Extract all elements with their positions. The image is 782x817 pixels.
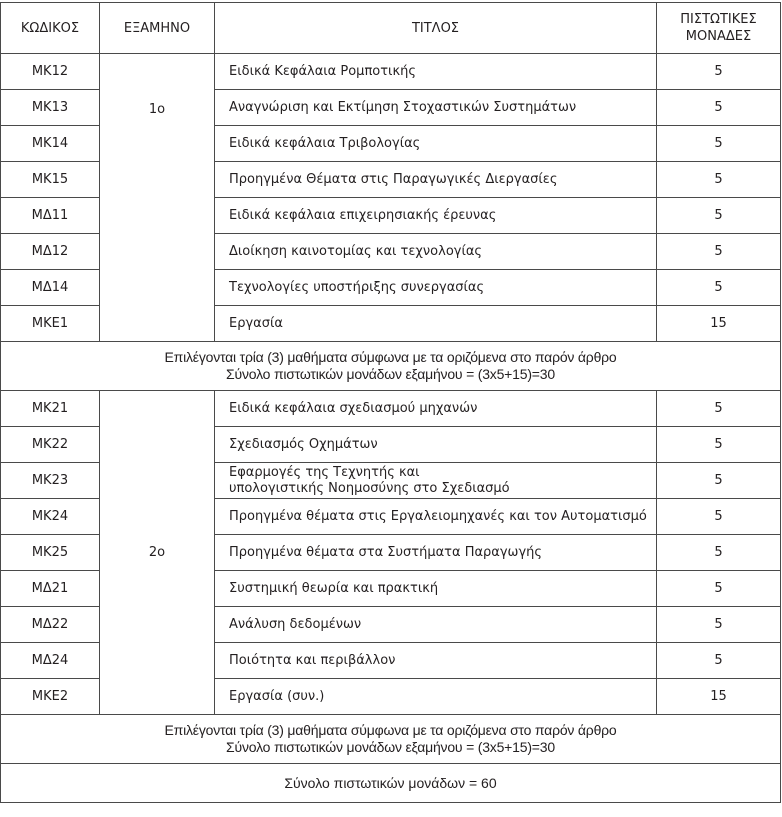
course-code: ΜΚ25 xyxy=(1,535,100,571)
course-code: ΜΚ23 xyxy=(1,463,100,499)
course-ects: 5 xyxy=(657,391,781,427)
course-title: Σχεδιασμός Οχημάτων xyxy=(215,427,657,463)
course-ects: 5 xyxy=(657,234,781,270)
semester2-note-line1: Επιλέγονται τρία (3) μαθήματα σύμφωνα με τα οριζόμενα στο παρόν άρθρο xyxy=(164,722,617,738)
semester2-note-row xyxy=(1,715,781,764)
course-ects: 5 xyxy=(657,535,781,571)
semester-label: 1ο xyxy=(148,102,166,117)
course-title: Ανάλυση δεδομένων xyxy=(215,607,657,643)
course-title: Ποιότητα και περιβάλλον xyxy=(215,643,657,679)
semester-cell xyxy=(100,54,215,342)
course-code: ΜΚ15 xyxy=(1,162,100,198)
course-ects: 5 xyxy=(657,126,781,162)
course-ects: 5 xyxy=(657,463,781,499)
course-ects: 5 xyxy=(657,90,781,126)
header-row xyxy=(1,3,781,54)
semester1-note-row xyxy=(1,342,781,391)
course-ects: 5 xyxy=(657,54,781,90)
course-title: Διοίκηση καινοτομίας και τεχνολογίας xyxy=(215,234,657,270)
course-title xyxy=(215,463,657,499)
course-ects: 5 xyxy=(657,499,781,535)
semester1-note-line1: Επιλέγονται τρία (3) μαθήματα σύμφωνα με τα οριζόμενα στο παρόν άρθρο xyxy=(164,349,617,365)
course-title: Προηγμένα θέματα στις Εργαλειομηχανές και τον Αυτοματισμό xyxy=(215,499,657,535)
course-title: Εργασία (συν.) xyxy=(215,679,657,715)
table-row xyxy=(1,54,781,90)
course-code: ΜΔ12 xyxy=(1,234,100,270)
course-code: ΜΚ14 xyxy=(1,126,100,162)
header-ects-line1: ΠΙΣΤΩΤΙΚΕΣ xyxy=(680,12,757,27)
course-ects: 5 xyxy=(657,162,781,198)
course-ects: 5 xyxy=(657,571,781,607)
header-code: ΚΩΔΙΚΟΣ xyxy=(1,3,100,54)
course-code: ΜΔ24 xyxy=(1,643,100,679)
course-ects: 15 xyxy=(657,306,781,342)
semester1-note xyxy=(1,342,781,391)
semester-cell xyxy=(100,391,215,715)
course-title: Τεχνολογίες υποστήριξης συνεργασίας xyxy=(215,270,657,306)
header-title: ΤΙΤΛΟΣ xyxy=(215,3,657,54)
course-title: Συστημική θεωρία και πρακτική xyxy=(215,571,657,607)
course-title-line2: υπολογιστικής Νοημοσύνης στο Σχεδιασμό xyxy=(229,480,510,496)
course-code: ΜΚ13 xyxy=(1,90,100,126)
course-code: ΜΚ22 xyxy=(1,427,100,463)
course-table xyxy=(0,2,781,803)
header-ects xyxy=(657,3,781,54)
total-row xyxy=(1,764,781,803)
total-credits: Σύνολο πιστωτικών μονάδων = 60 xyxy=(1,764,781,803)
semester2-note xyxy=(1,715,781,764)
course-code: ΜΚ21 xyxy=(1,391,100,427)
course-title: Ειδικά κεφάλαια επιχειρησιακής έρευνας xyxy=(215,198,657,234)
course-title: Προηγμένα θέματα στα Συστήματα Παραγωγής xyxy=(215,535,657,571)
header-semester: ΕΞΑΜΗΝΟ xyxy=(100,3,215,54)
course-title: Ειδικά κεφάλαια σχεδιασμού μηχανών xyxy=(215,391,657,427)
course-ects: 5 xyxy=(657,427,781,463)
course-title: Εργασία xyxy=(215,306,657,342)
course-code: ΜΚΕ1 xyxy=(1,306,100,342)
course-ects: 5 xyxy=(657,270,781,306)
semester1-note-line2: Σύνολο πιστωτικών μονάδων εξαμήνου = (3x5+15)=30 xyxy=(226,366,555,382)
course-title-line1: Εφαρμογές της Τεχνητής και xyxy=(229,464,420,480)
course-title: Αναγνώριση και Εκτίμηση Στοχαστικών Συστημάτων xyxy=(215,90,657,126)
table-row xyxy=(1,391,781,427)
course-code: ΜΔ22 xyxy=(1,607,100,643)
course-code: ΜΚ12 xyxy=(1,54,100,90)
semester2-note-line2: Σύνολο πιστωτικών μονάδων εξαμήνου = (3x5+15)=30 xyxy=(226,739,555,755)
course-ects: 5 xyxy=(657,607,781,643)
course-ects: 5 xyxy=(657,198,781,234)
semester-label: 2ο xyxy=(148,545,166,560)
course-ects: 5 xyxy=(657,643,781,679)
course-code: ΜΔ21 xyxy=(1,571,100,607)
header-ects-line2: ΜΟΝΑΔΕΣ xyxy=(685,29,752,44)
course-title: Ειδικά Κεφάλαια Ρομποτικής xyxy=(215,54,657,90)
course-code: ΜΚ24 xyxy=(1,499,100,535)
course-ects: 15 xyxy=(657,679,781,715)
course-code: ΜΚΕ2 xyxy=(1,679,100,715)
course-code: ΜΔ11 xyxy=(1,198,100,234)
course-code: ΜΔ14 xyxy=(1,270,100,306)
course-title: Ειδικά κεφάλαια Τριβολογίας xyxy=(215,126,657,162)
course-title: Προηγμένα Θέματα στις Παραγωγικές Διεργασίες xyxy=(215,162,657,198)
